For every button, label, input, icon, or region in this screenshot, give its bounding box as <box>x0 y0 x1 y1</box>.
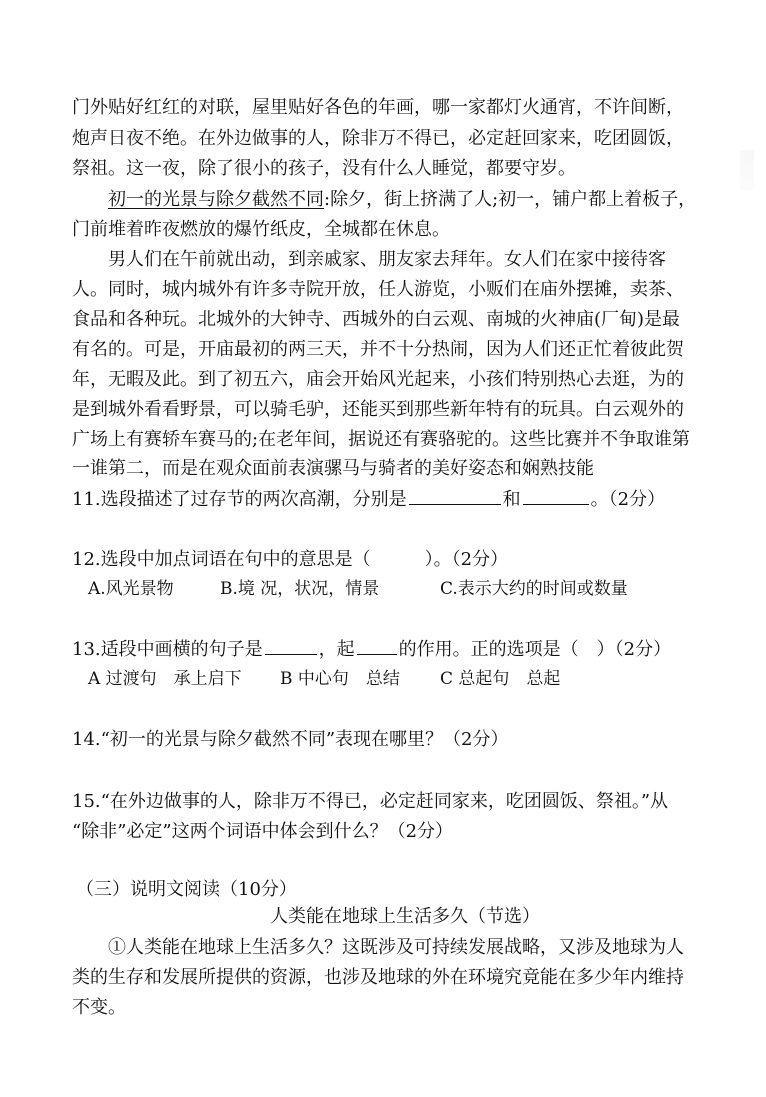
article-line: ①人类能在地球上生活多久？这既涉及可持续发展战略，又涉及地球为人 <box>108 937 684 958</box>
option-c[interactable]: C.表示大约的时间或数量 <box>440 579 628 599</box>
answer-blank[interactable] <box>523 488 589 505</box>
passage-line: 炮声日夜不绝。在外边做事的人，除非万不得已，必定赶回家来，吃团圆饭， <box>72 128 684 149</box>
answer-blank[interactable] <box>265 638 317 655</box>
passage-line: 年，无暇及此。到了初五六，庙会开始风光起来，小孩们特别热心去逛，为的 <box>72 369 684 390</box>
article-line: 类的生存和发展所提供的资源，也涉及地球的外在环境究竟能在多少年内维持 <box>72 967 684 988</box>
passage-text: :除夕，街上挤满了人;初一，铺户都上着板子， <box>324 189 697 210</box>
question-15: 15.“在外边做事的人，除非万不得已，必定赶同家来，吃团圆饭、祭祖。”从 <box>72 791 669 812</box>
option-a[interactable]: A.风光景物 <box>88 579 174 599</box>
scan-artifact <box>740 150 754 190</box>
underlined-sentence: 初一的光景与除夕截然不同 <box>108 189 324 210</box>
passage-line: 食品和各种玩。北城外的大钟寺、西城外的白云观、南城的火神庙(厂甸)是最 <box>72 309 681 330</box>
passage-line: 男人们在午前就出动，到亲戚家、朋友家去拜年。女人们在家中接待客 <box>108 249 666 270</box>
answer-blank[interactable] <box>357 638 397 655</box>
option-b[interactable]: B 中心句 总结 <box>280 669 400 689</box>
answer-blank[interactable] <box>409 488 501 505</box>
passage-line: 门前堆着昨夜燃放的爆竹纸皮，全城都在休息。 <box>72 219 450 240</box>
question-11: 11.选段描述了过存节的两次高潮，分别是 和 。（2分） <box>72 489 666 510</box>
passage-line: 是到城外看看野景，可以骑毛驴，还能买到那些新年特有的玩具。白云观外的 <box>72 399 684 420</box>
passage-line: 人。同时，城内城外有许多寺院开放，任人游览，小贩们在庙外摆摊，卖茶、 <box>72 279 684 300</box>
option-c[interactable]: C 总起句 总起 <box>440 669 561 689</box>
article-line: 不变。 <box>72 997 126 1018</box>
passage-line: 祭祖。这一夜，除了很小的孩子，没有什么人睡觉，都要守岁。 <box>72 158 576 179</box>
passage-line: 有名的。可是，开庙最初的两三天，并不十分热闹，因为人们还正忙着彼此贺 <box>72 339 684 360</box>
article-title: 人类能在地球上生活多久（节选） <box>270 906 540 927</box>
passage-line <box>108 188 712 212</box>
question-15-cont: “除非”必定”这两个词语中体会到什么？（2分） <box>72 821 454 842</box>
option-b[interactable]: B.境 况，状况，情景 <box>220 579 380 599</box>
question-12: 12.选段中加点词语在句中的意思是（ ）。（2分） <box>72 549 509 570</box>
passage-line: 门外贴好红红的对联，屋里贴好各色的年画，哪一家都灯火通宵，不许间断， <box>72 97 684 118</box>
question-13: 13.适段中画横的句子是 ，起 的作用。正的选项是（ ）（2分） <box>72 639 672 660</box>
section-header: （三）说明文阅读（10分） <box>76 879 297 900</box>
question-14: 14.“初一的光景与除夕截然不同”表现在哪里？（2分） <box>72 729 509 750</box>
passage-line: 广场上有赛轿车赛马的;在老年间，据说还有赛骆驼的。这些比赛并不争取谁第 <box>72 429 691 450</box>
passage-line: 一谁第二，而是在观众面前表演骡马与骑者的美好姿态和娴熟技能 <box>72 458 594 479</box>
option-a[interactable]: A 过渡句 承上启下 <box>88 669 242 689</box>
